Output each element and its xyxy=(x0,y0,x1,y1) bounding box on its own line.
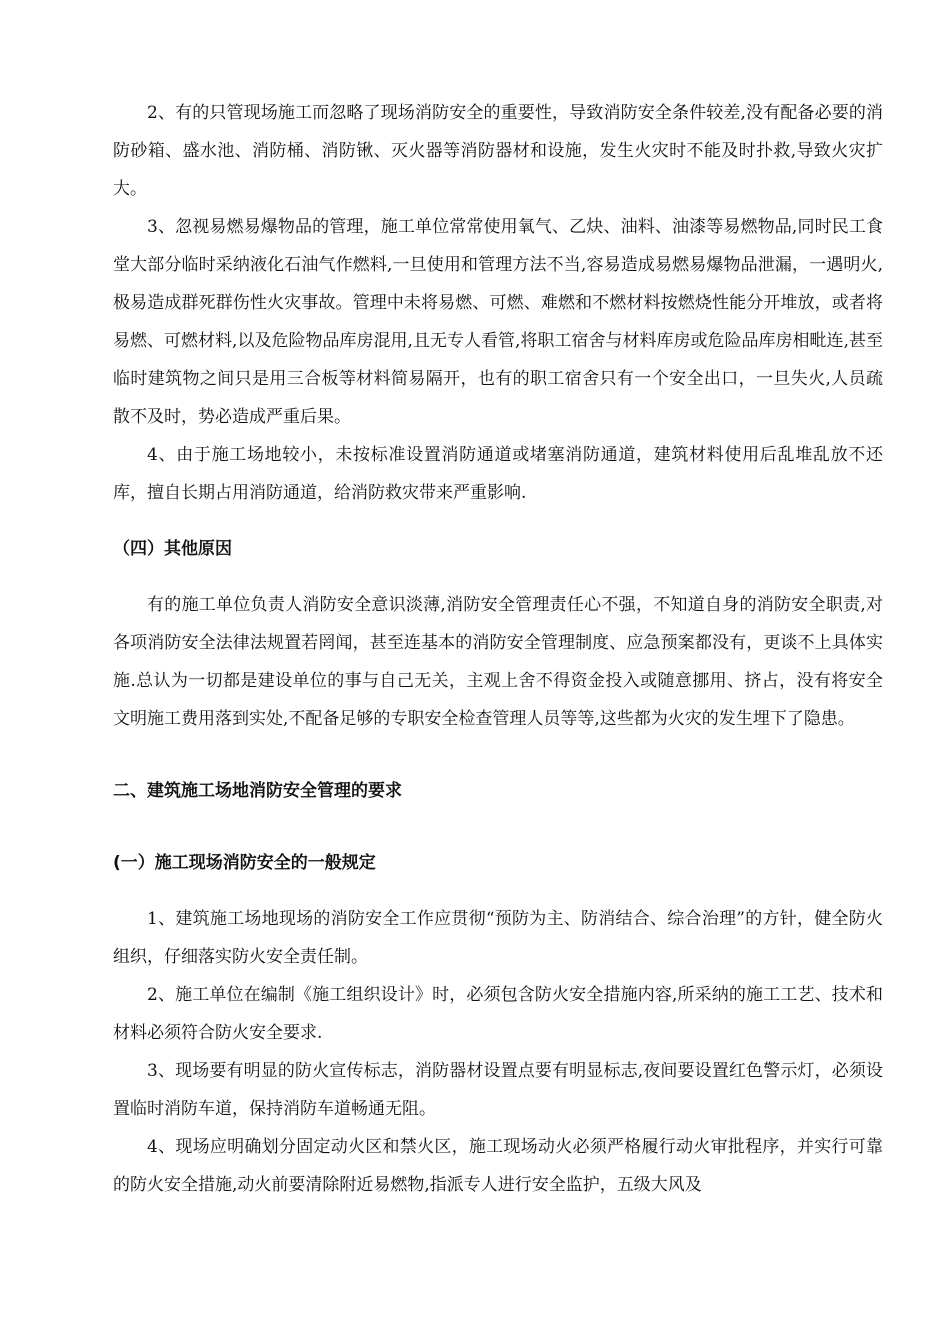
rule-item-2: 2、施工单位在编制《施工组织设计》时，必须包含防火安全措施内容,所采纳的施工工艺、技术和材料必须符合防火安全要求. xyxy=(113,985,883,1043)
paragraph-item-3: 3、忽视易燃易爆物品的管理，施工单位常常使用氧气、乙炔、油料、油漆等易燃物品,同时民工食堂大部分临时采纳液化石油气作燃料,一旦使用和管理方法不当,容易造成易燃易爆物品泄漏，一遇明火,极易造成群死群伤性火灾事故。管理中未将易燃、可燃、难燃和不燃材料按燃烧性能分开堆放，或者将易燃、可燃材料,以及危险物品库房混用,且无专人看管,将职工宿舍与材料库房或危险品库房相毗连,甚至临时建筑物之间只是用三合板等材料简易隔开，也有的职工宿舍只有一个安全出口，一旦失火,人员疏散不及时，势必造成严重后果。 xyxy=(113,217,883,427)
document-body xyxy=(113,94,883,1204)
heading-general-rules: (一）施工现场消防安全的一般规定 xyxy=(113,853,376,873)
rule-item-4: 4、现场应明确划分固定动火区和禁火区，施工现场动火必须严格履行动火审批程序，并实行可靠的防火安全措施,动火前要清除附近易燃物,指派专人进行安全监护，五级大风及 xyxy=(113,1137,883,1195)
paragraph-other-reasons: 有的施工单位负责人消防安全意识淡薄,消防安全管理责任心不强，不知道自身的消防安全职责,对各项消防安全法律法规置若罔闻，甚至连基本的消防安全管理制度、应急预案都没有，更谈不上具体实施.总认为一切都是建设单位的事与自己无关，主观上舍不得资金投入或随意挪用、挤占，没有将安全文明施工费用落到实处,不配备足够的专职安全检查管理人员等等,这些都为火灾的发生埋下了隐患。 xyxy=(113,595,883,729)
rule-item-3: 3、现场要有明显的防火宣传标志，消防器材设置点要有明显标志,夜间要设置红色警示灯，必须设置临时消防车道，保持消防车道畅通无阻。 xyxy=(113,1061,883,1119)
heading-section-2: 二、建筑施工场地消防安全管理的要求 xyxy=(113,781,402,801)
paragraph-item-2: 2、有的只管现场施工而忽略了现场消防安全的重要性，导致消防安全条件较差,没有配备必要的消防砂箱、盛水池、消防桶、消防锹、灭火器等消防器材和设施，发生火灾时不能及时扑救,导致火灾扩大。 xyxy=(113,103,883,199)
heading-other-reasons: （四）其他原因 xyxy=(113,539,232,559)
rule-item-1: 1、建筑施工场地现场的消防安全工作应贯彻“预防为主、防消结合、综合治理”的方针，健全防火组织，仔细落实防火安全责任制。 xyxy=(113,909,883,967)
paragraph-item-4: 4、由于施工场地较小，未按标准设置消防通道或堵塞消防通道，建筑材料使用后乱堆乱放不还库，擅自长期占用消防通道，给消防救灾带来严重影响. xyxy=(113,445,883,503)
